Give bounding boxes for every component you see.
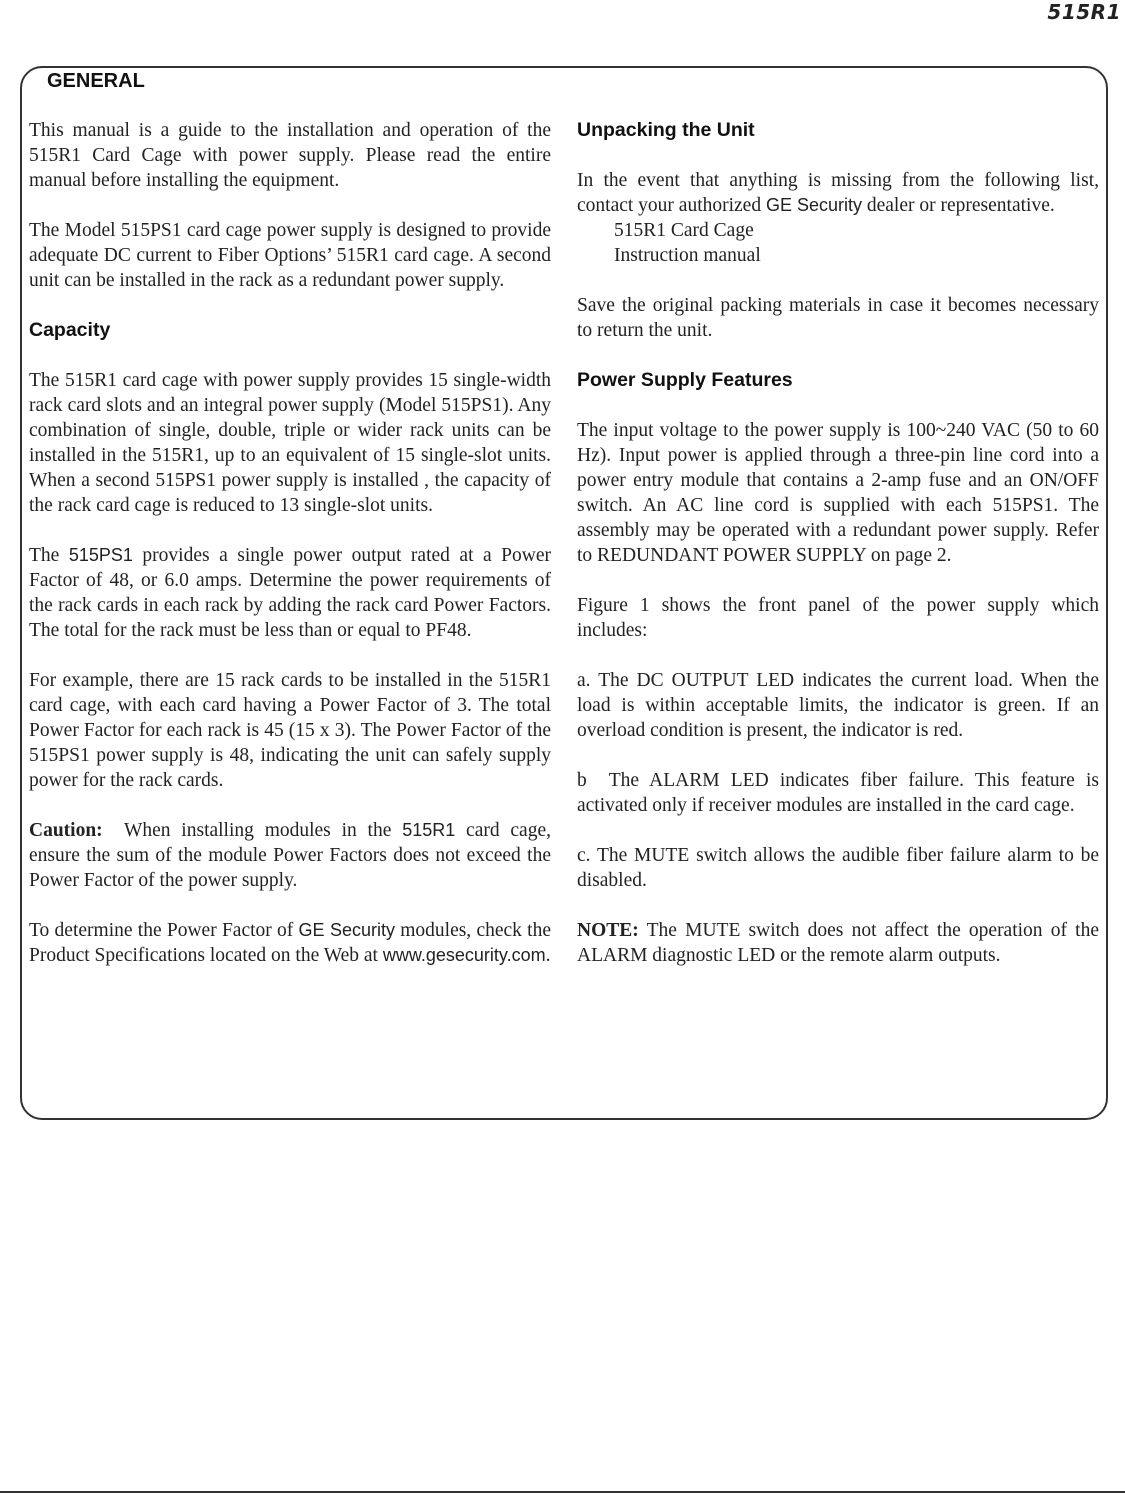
list-item: Instruction manual: [614, 245, 761, 266]
capacity-heading: Capacity: [29, 319, 111, 341]
intro-paragraph-1: This manual is a guide to the installation and operation of the 515R1 Card Cage with power supply. Please read the entire manual before installing the equipment.: [29, 120, 551, 191]
capacity2-model: 515PS1: [68, 545, 133, 565]
pf-brand: GE Security: [298, 920, 395, 940]
pf-end: .: [545, 945, 551, 966]
list-item: 515R1 Card Cage: [614, 220, 754, 241]
item-c-paragraph: c. The MUTE switch allows the audible fiber failure alarm to be disabled.: [577, 845, 1099, 891]
unpack-pre: In the event that anything is missing from the following list, contact your authorized: [577, 170, 1099, 216]
intro-paragraph-2: The Model 515PS1 card cage power supply is designed to provide adequate DC current to Fiber Options’ 515R1 card cage. A second unit can be installed in the rack as a redundant power supply.: [29, 220, 551, 291]
footer-rule: [0, 1491, 1125, 1493]
unpacking-heading: Unpacking the Unit: [577, 119, 755, 141]
note-text: The MUTE switch does not affect the operation of the ALARM diagnostic LED or the remote alarm outputs.: [577, 920, 1099, 966]
caution-pre: When installing modules in the: [102, 820, 403, 841]
item-b-paragraph: b The ALARM LED indicates fiber failure. This feature is activated only if receiver modules are installed in the card cage.: [577, 770, 1104, 816]
capacity-paragraph-1: The 515R1 card cage with power supply provides 15 single-width rack card slots and an integral power supply (Model 515PS1). Any combination of single, double, triple or wider rack units can be installed in the 515R1, up to an equivalent of 15 single-slot units. When a second 515PS1 power supply is installed , the capacity of the rack card cage is reduced to 13 single-slot units.: [29, 370, 551, 516]
example-paragraph: For example, there are 15 rack cards to be installed in the 515R1 card cage, with each card having a Power Factor of 3. The total Power Factor for each rack is 45 (15 x 3). The Power Factor of the 515PS1 power supply is 48, indicating the unit can safely supply power for the rack cards.: [29, 670, 551, 791]
figure-paragraph: Figure 1 shows the front panel of the power supply which includes:: [577, 595, 1099, 641]
caution-paragraph: [29, 818, 551, 893]
capacity-paragraph-2: [29, 543, 551, 643]
caution-post: card cage, ensure the sum of the module Power Factors does not exceed the Power Factor of the power supply.: [29, 820, 551, 891]
features-heading: Power Supply Features: [577, 369, 793, 391]
unpack-post: dealer or representative.: [862, 195, 1055, 216]
left-column: [29, 118, 551, 993]
pf-pre: To determine the Power Factor of: [29, 920, 299, 941]
capacity2-post: provides a single power output rated at a Power Factor of 48, or 6.0 amps. Determine the power requirements of the rack cards in each rack by adding the rack card Power Factors. The total for the rack must be less than or equal to PF48.: [29, 545, 551, 641]
website-link[interactable]: www.gesecurity.com: [382, 945, 546, 965]
package-contents-list: [577, 218, 1099, 268]
features-paragraph: The input voltage to the power supply is 100~240 VAC (50 to 60 Hz). Input power is applied through a three-pin line cord into a power entry module that contains a 2-amp fuse and an ON/OFF switch. An AC line cord is supplied with each 515PS1. The assembly may be operated with a redundant power supply. Refer to REDUNDANT POWER SUPPLY on page 2.: [577, 420, 1099, 566]
power-factor-paragraph: [29, 918, 551, 968]
caution-model: 515R1: [402, 820, 456, 840]
item-a-paragraph: a. The DC OUTPUT LED indicates the current load. When the load is within acceptable limits, the indicator is green. If an overload condition is present, the indicator is red.: [577, 670, 1099, 741]
note-paragraph: [577, 918, 1099, 968]
section-title: GENERAL: [47, 70, 145, 92]
unpacking-paragraph: [577, 168, 1099, 218]
caution-label: Caution:: [29, 820, 103, 841]
note-label: NOTE:: [577, 920, 639, 941]
save-packing-paragraph: Save the original packing materials in case it becomes necessary to return the unit.: [577, 295, 1099, 341]
unpack-brand: GE Security: [765, 195, 862, 215]
right-column: [577, 118, 1104, 993]
pf-post: modules, check the Product Specifications located on the Web at: [29, 920, 551, 966]
capacity2-pre: The: [29, 545, 69, 566]
page-header-model: 515R1: [1047, 0, 1121, 24]
